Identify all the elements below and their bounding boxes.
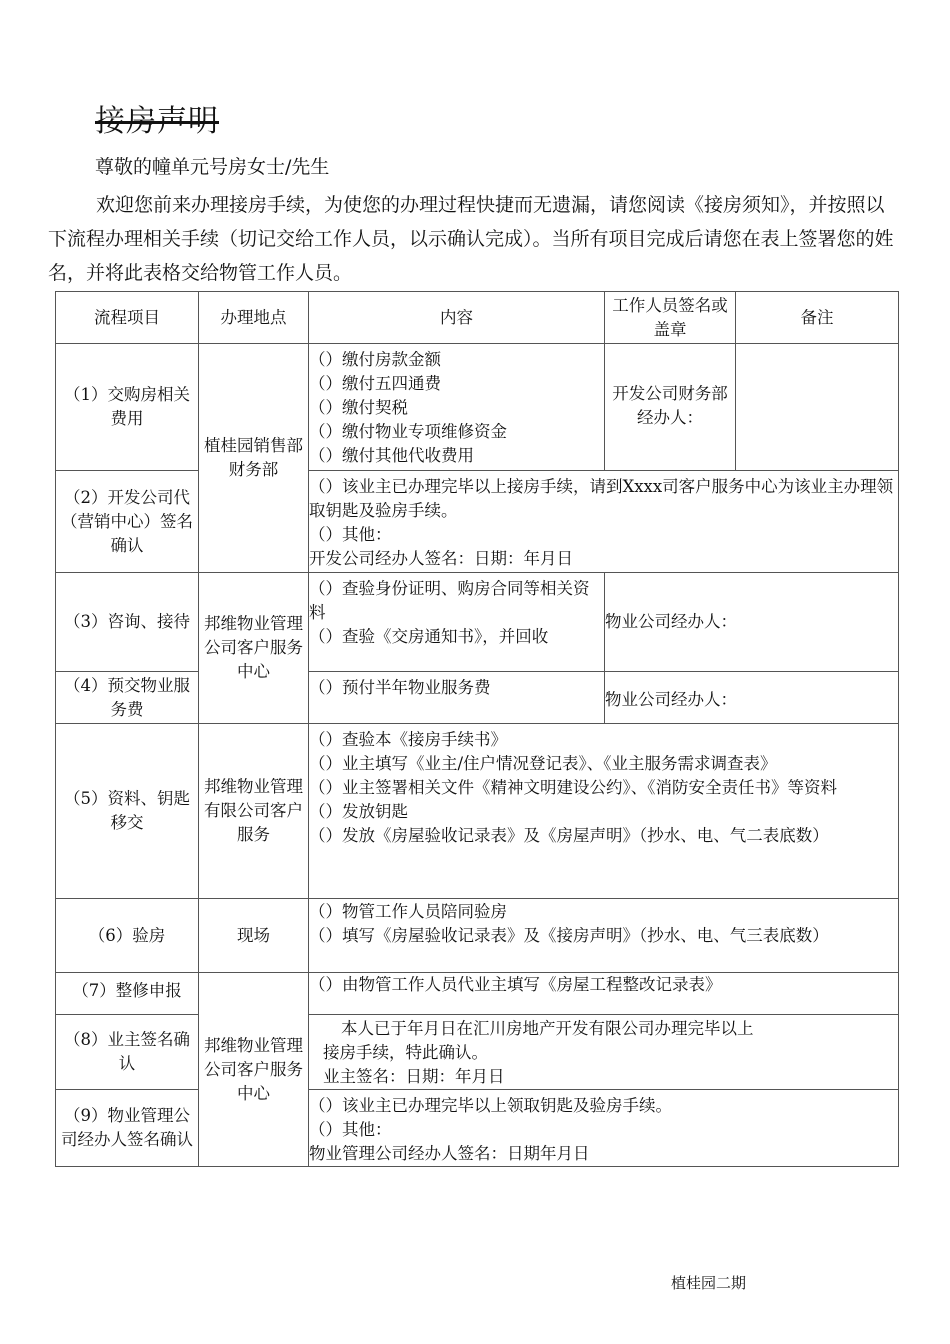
- row-content: [309, 1015, 899, 1090]
- row-location: 邦维物业管理公司客户服务中心: [199, 573, 309, 724]
- row-item: （6）验房: [56, 899, 199, 973]
- table-row: [56, 672, 899, 724]
- page-title: 接房声明: [95, 104, 219, 139]
- row-item: （7）整修申报: [56, 973, 199, 1015]
- content-line: （）缴付其他代收费用: [309, 445, 474, 465]
- table-row: [56, 899, 899, 973]
- header-cell: 流程项目: [56, 292, 199, 344]
- row-remark: [736, 344, 899, 471]
- header-cell: 内容: [309, 292, 605, 344]
- header-cell: 备注: [736, 292, 899, 344]
- table-row: [56, 1090, 899, 1167]
- content-line: （）其他：: [309, 1120, 392, 1139]
- row-item: （5）资料、钥匙移交: [56, 724, 199, 899]
- row-item: （2）开发公司代（营销中心）签名确认: [56, 471, 199, 573]
- content-line: （）由物管工作人员代业主填写《房屋工程整改记录表》: [309, 975, 722, 994]
- table-row: [56, 344, 899, 471]
- content-line: （）缴付房款金额: [309, 349, 441, 369]
- header-cell: 办理地点: [199, 292, 309, 344]
- content-line: （）填写《房屋验收记录表》及《接房声明》（抄水、电、气三表底数）: [309, 926, 829, 945]
- content-line: （）查验《交房通知书》，并回收: [309, 627, 549, 646]
- row-location: 邦维物业管理有限公司客户服务: [199, 724, 309, 899]
- content-line: （）业主签署相关文件《精神文明建设公约》、《消防安全责任书》等资料: [309, 778, 837, 797]
- row-content: [309, 899, 899, 973]
- row-content: [309, 724, 899, 899]
- table-row: [56, 1015, 899, 1090]
- row-signer: 物业公司经办人：: [605, 672, 899, 724]
- greeting: 尊敬的幢单元号房女士/先生: [95, 156, 330, 178]
- content-line: （）缴付物业专项维修资金: [309, 421, 507, 441]
- table-row: [56, 973, 899, 1015]
- content-line: （）业主填写《业主/住户情况登记表》、《业主服务需求调查表》: [309, 754, 777, 773]
- row-location: 植桂园销售部财务部: [199, 344, 309, 573]
- row-location: 现场: [199, 899, 309, 973]
- content-line: 本人已于年月日在汇川房地产开发有限公司办理完毕以上接房手续，特此确认。: [323, 1019, 754, 1062]
- row-content: [309, 573, 605, 672]
- content-line: （）查验身份证明、购房合同等相关资料: [309, 579, 590, 622]
- content-line: （）物管工作人员陪同验房: [309, 902, 507, 921]
- content-line: （）发放钥匙: [309, 802, 408, 821]
- content-line: （）查验本《接房手续书》: [309, 730, 507, 749]
- row-item: （4）预交物业服务费: [56, 672, 199, 724]
- row-content: [309, 344, 605, 471]
- content-line: （）该业主已办理完毕以上接房手续，请到Xxxx司客户服务中心为该业主办理领取钥匙及验房手续。: [309, 477, 894, 520]
- row-content: [309, 973, 899, 1015]
- header-cell: 工作人员签名或盖章: [605, 292, 736, 344]
- table-row: [56, 573, 899, 672]
- footer-label: 植桂园二期: [671, 1274, 747, 1292]
- row-content: [309, 672, 605, 724]
- content-line: （）缴付五四通费: [309, 373, 441, 393]
- table-row: [56, 471, 899, 573]
- row-signer: 物业公司经办人：: [605, 573, 899, 672]
- content-line: （）预付半年物业服务费: [309, 678, 491, 697]
- content-line: （）其他：: [309, 525, 392, 544]
- content-line: 业主签名：日期：年月日: [323, 1067, 505, 1086]
- intro-paragraph: 欢迎您前来办理接房手续，为使您的办理过程快捷而无遗漏，请您阅读《接房须知》，并按照以下流程办理相关手续（切记交给工作人员，以示确认完成）。当所有项目完成后请您在表上签署您的姓名，并将此表格交给物管工作人员。: [48, 194, 894, 284]
- row-item: （1）交购房相关费用: [56, 344, 199, 471]
- table-header-row: [56, 292, 899, 344]
- row-content: [309, 471, 899, 573]
- content-line: 开发公司经办人签名：日期：年月日: [309, 549, 573, 568]
- process-table: [55, 291, 899, 1167]
- row-item: （3）咨询、接待: [56, 573, 199, 672]
- table-row: [56, 724, 899, 899]
- content-line: 物业管理公司经办人签名：日期年月日: [309, 1144, 590, 1163]
- row-item: （8）业主签名确认: [56, 1015, 199, 1090]
- content-line: （）该业主已办理完毕以上领取钥匙及验房手续。: [309, 1096, 672, 1115]
- content-line: （）缴付契税: [309, 397, 408, 417]
- row-item: （9）物业管理公司经办人签名确认: [56, 1090, 199, 1167]
- row-location: 邦维物业管理公司客户服务中心: [199, 973, 309, 1167]
- row-content: [309, 1090, 899, 1167]
- row-signer: 开发公司财务部经办人：: [605, 344, 736, 471]
- content-line: （）发放《房屋验收记录表》及《房屋声明》（抄水、电、气二表底数）: [309, 826, 829, 845]
